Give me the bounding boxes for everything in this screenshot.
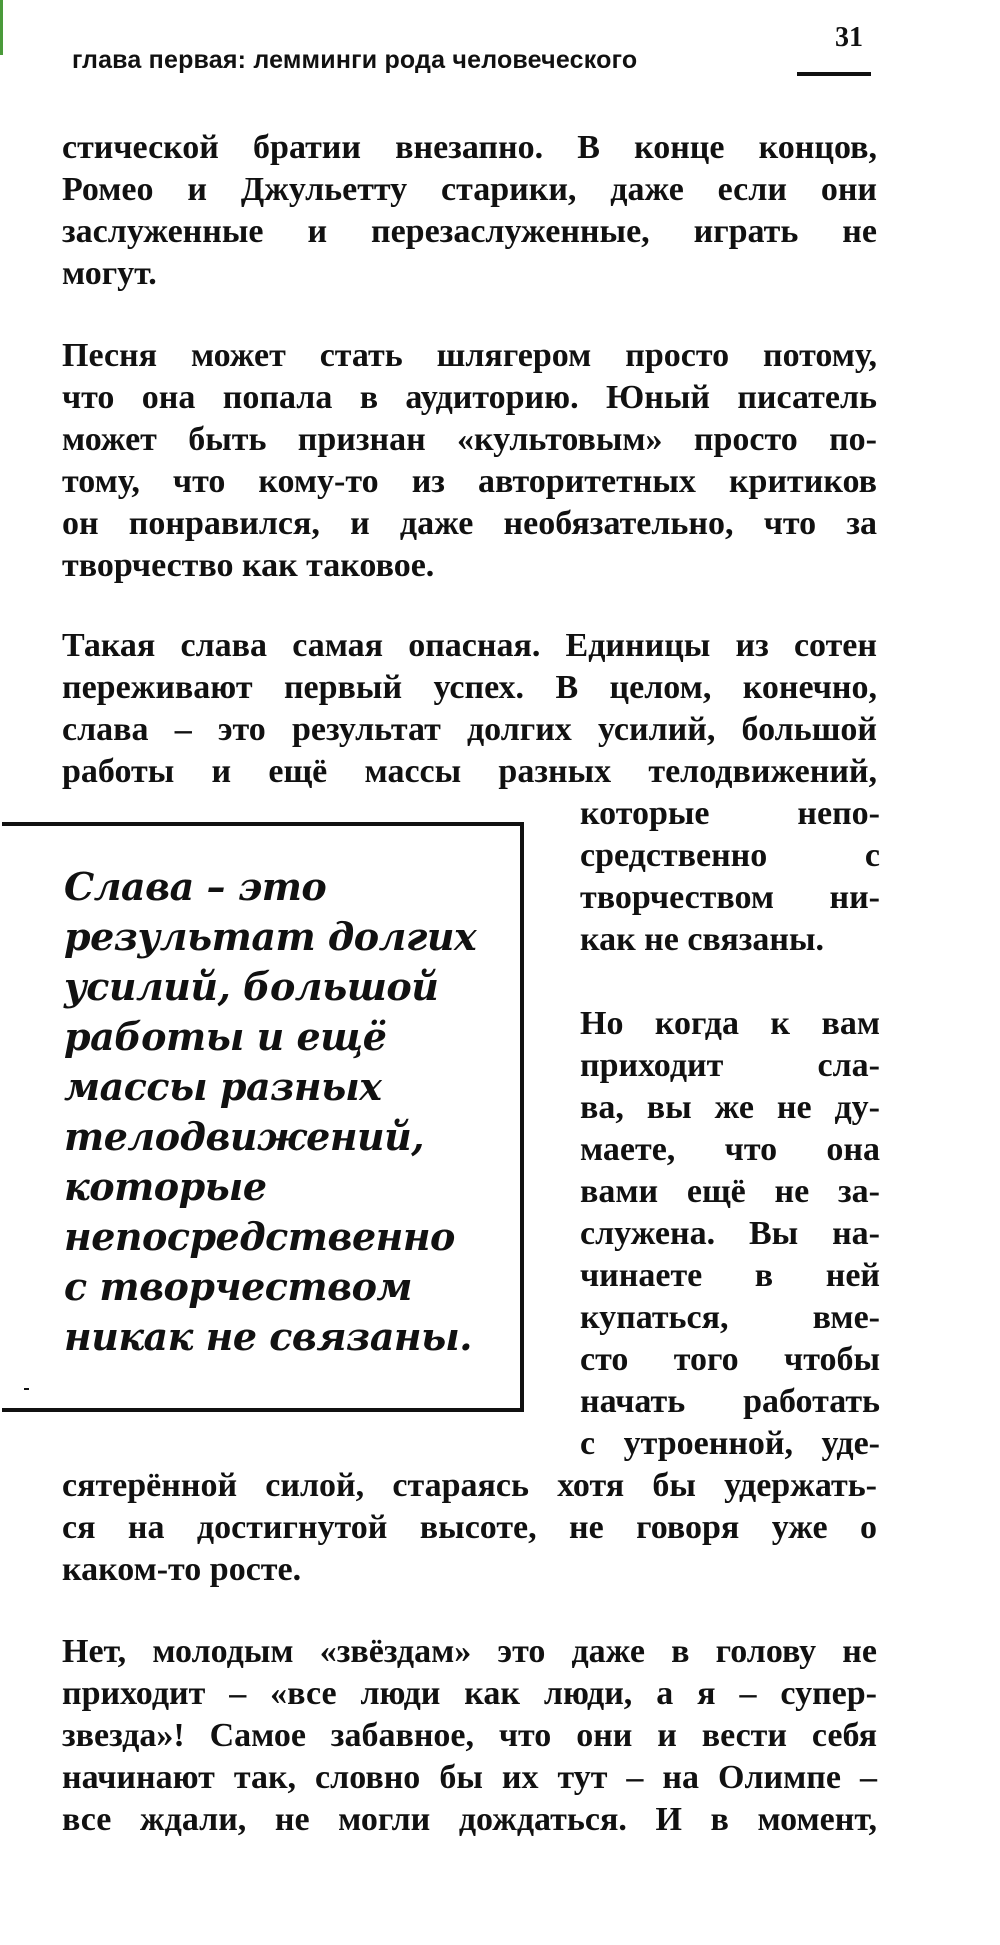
body-line: сто того чтобы	[580, 1341, 880, 1378]
body-line: вами ещё не за-	[580, 1173, 880, 1210]
running-header: глава первая: лемминги рода человеческого	[72, 46, 638, 74]
pull-quote-line: которые	[64, 1164, 267, 1209]
pull-quote-line: результат долгих	[64, 914, 477, 959]
body-line: маете, что она	[580, 1131, 880, 1168]
body-line: с утроенной, уде-	[580, 1425, 880, 1462]
body-line: начинают так, словно бы их тут – на Олимпе –	[62, 1759, 877, 1796]
body-line: как не связаны.	[580, 921, 825, 958]
body-line: чинаете в ней	[580, 1257, 880, 1294]
page-number: 31	[835, 22, 863, 53]
scan-speck	[24, 1388, 29, 1390]
body-line: сятерённой силой, стараясь хотя бы удержать-	[62, 1467, 877, 1504]
body-line: все ждали, не могли дождаться. И в момент,	[62, 1801, 877, 1838]
pull-quote-line: никак не связаны.	[64, 1314, 473, 1359]
body-line: тому, что кому-то из авторитетных критиков	[62, 463, 877, 500]
body-line: могут.	[62, 255, 157, 292]
pull-quote-line: непосредственно	[64, 1214, 455, 1259]
body-line: работы и ещё массы разных телодвижений,	[62, 753, 877, 790]
body-line: ся на достигнутой высоте, не говоря уже о	[62, 1509, 877, 1546]
pull-quote-line: работы и ещё	[64, 1014, 387, 1059]
body-line: Такая слава самая опасная. Единицы из сотен	[62, 627, 877, 664]
body-line: стической братии внезапно. В конце концов,	[62, 129, 877, 166]
body-line: купаться, вме-	[580, 1299, 880, 1336]
scan-edge-mark	[0, 0, 3, 55]
body-line: творчеством ни-	[580, 879, 880, 916]
pull-quote-line: массы разных	[64, 1064, 382, 1109]
body-line: которые непо-	[580, 795, 880, 832]
body-line: переживают первый успех. В целом, конечно,	[62, 669, 877, 706]
body-line: Песня может стать шлягером просто потому,	[62, 337, 877, 374]
body-line: звезда»! Самое забавное, что они и вести себя	[62, 1717, 877, 1754]
body-line: ва, вы же не ду-	[580, 1089, 880, 1126]
body-line: средственно с	[580, 837, 880, 874]
body-line: приходит – «все люди как люди, а я – супер-	[62, 1675, 877, 1712]
body-line: он понравился, и даже необязательно, что за	[62, 505, 877, 542]
body-line: может быть признан «культовым» просто по-	[62, 421, 877, 458]
body-line: что она попала в аудиторию. Юный писатель	[62, 379, 877, 416]
body-line: служена. Вы на-	[580, 1215, 880, 1252]
body-line: заслуженные и перезаслуженные, играть не	[62, 213, 877, 250]
pull-quote-line: Слава – это	[64, 864, 327, 909]
pull-quote-line: усилий, большой	[64, 964, 439, 1009]
body-line: начать работать	[580, 1383, 880, 1420]
header-rule	[797, 72, 871, 76]
body-line: слава – это результат долгих усилий, большой	[62, 711, 877, 748]
body-line: Но когда к вам	[580, 1005, 880, 1042]
pull-quote-line: с творчеством	[64, 1264, 413, 1309]
body-line: творчество как таковое.	[62, 547, 435, 584]
body-line: каком-то росте.	[62, 1551, 302, 1588]
body-line: приходит сла-	[580, 1047, 880, 1084]
body-line: Ромео и Джульетту старики, даже если они	[62, 171, 877, 208]
body-line: Нет, молодым «звёздам» это даже в голову не	[62, 1633, 877, 1670]
pull-quote-line: телодвижений,	[64, 1114, 425, 1159]
